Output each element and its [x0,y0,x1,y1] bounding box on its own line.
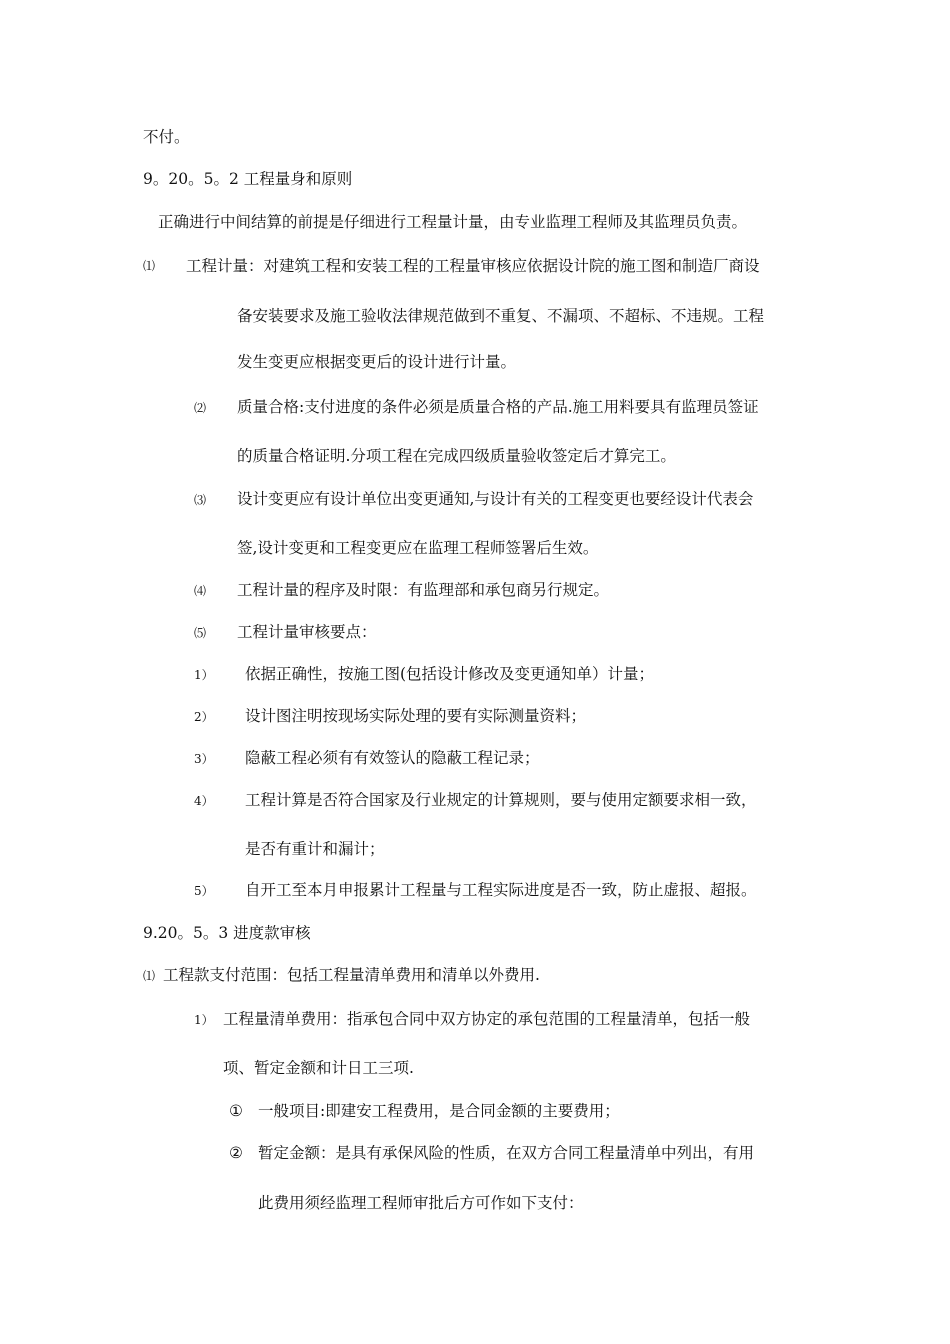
list-item-text: 此费用须经监理工程师审批后方可作如下支付： [258,1194,584,1212]
list-item-text: 工程款支付范围：包括工程量清单费用和清单以外费用. [163,966,540,984]
list-item-text: 隐蔽工程必须有有效签认的隐蔽工程记录； [245,749,540,767]
list-marker: ⑸ [194,626,207,640]
list-item-text: 一般项目:即建安工程费用，是合同金额的主要费用； [258,1102,620,1120]
list-item-text: 工程量清单费用：指承包合同中双方协定的承包范围的工程量清单，包括一般 [223,1010,751,1028]
list-marker: 3） [194,752,214,766]
list-marker: 5） [194,884,214,898]
section-heading: 9.20。5。3 进度款审核 [143,924,311,942]
list-marker: 1） [194,1013,214,1027]
list-marker: ⑷ [194,584,207,598]
list-item-text: 设计图注明按现场实际处理的要有实际测量资料； [245,707,587,725]
list-item-text: 是否有重计和漏计； [245,840,385,858]
list-item-text: 签,设计变更和工程变更应在监理工程师签署后生效。 [237,539,599,557]
list-item-text: 暂定金额：是具有承保风险的性质，在双方合同工程量清单中列出，有用 [258,1144,755,1162]
list-item-text: 工程计量的程序及时限：有监理部和承包商另行规定。 [237,581,610,599]
list-marker: 1） [194,668,214,682]
list-item-text: 工程计量：对建筑工程和安装工程的工程量审核应依据设计院的施工图和制造厂商设 [186,257,760,275]
list-item-text: 自开工至本月申报累计工程量与工程实际进度是否一致，防止虚报、超报。 [245,881,757,899]
list-item-text: 依据正确性，按施工图(包括设计修改及变更通知单）计量； [245,665,655,683]
list-marker: 4） [194,794,214,808]
list-marker: ⑴ [143,969,156,983]
list-item-text: 工程计算是否符合国家及行业规定的计算规则，要与使用定额要求相一致， [245,791,757,809]
list-item-text: 质量合格:支付进度的条件必须是质量合格的产品.施工用料要具有监理员签证 [237,398,759,416]
list-marker: 2） [194,710,214,724]
list-item-text: 的质量合格证明.分项工程在完成四级质量验收签定后才算完工。 [237,447,676,465]
list-item-text: 发生变更应根据变更后的设计进行计量。 [237,353,517,371]
list-marker: ⑶ [194,493,207,507]
list-item-text: 工程计量审核要点： [237,623,377,641]
list-item-text: 备安装要求及施工验收法律规范做到不重复、不漏项、不超标、不违规。工程 [237,307,765,325]
list-marker: ⑴ [143,259,156,273]
text-line: 不付。 [143,128,190,146]
section-heading: 9。20。5。2 工程量身和原则 [143,170,353,188]
list-marker: ② [229,1144,243,1162]
list-marker: ⑵ [194,401,207,415]
paragraph: 正确进行中间结算的前提是仔细进行工程量计量，由专业监理工程师及其监理员负责。 [158,213,748,231]
list-item-text: 设计变更应有设计单位出变更通知,与设计有关的工程变更也要经设计代表会 [237,490,754,508]
list-item-text: 项、暂定金额和计日工三项. [223,1059,414,1077]
list-marker: ① [229,1102,243,1120]
